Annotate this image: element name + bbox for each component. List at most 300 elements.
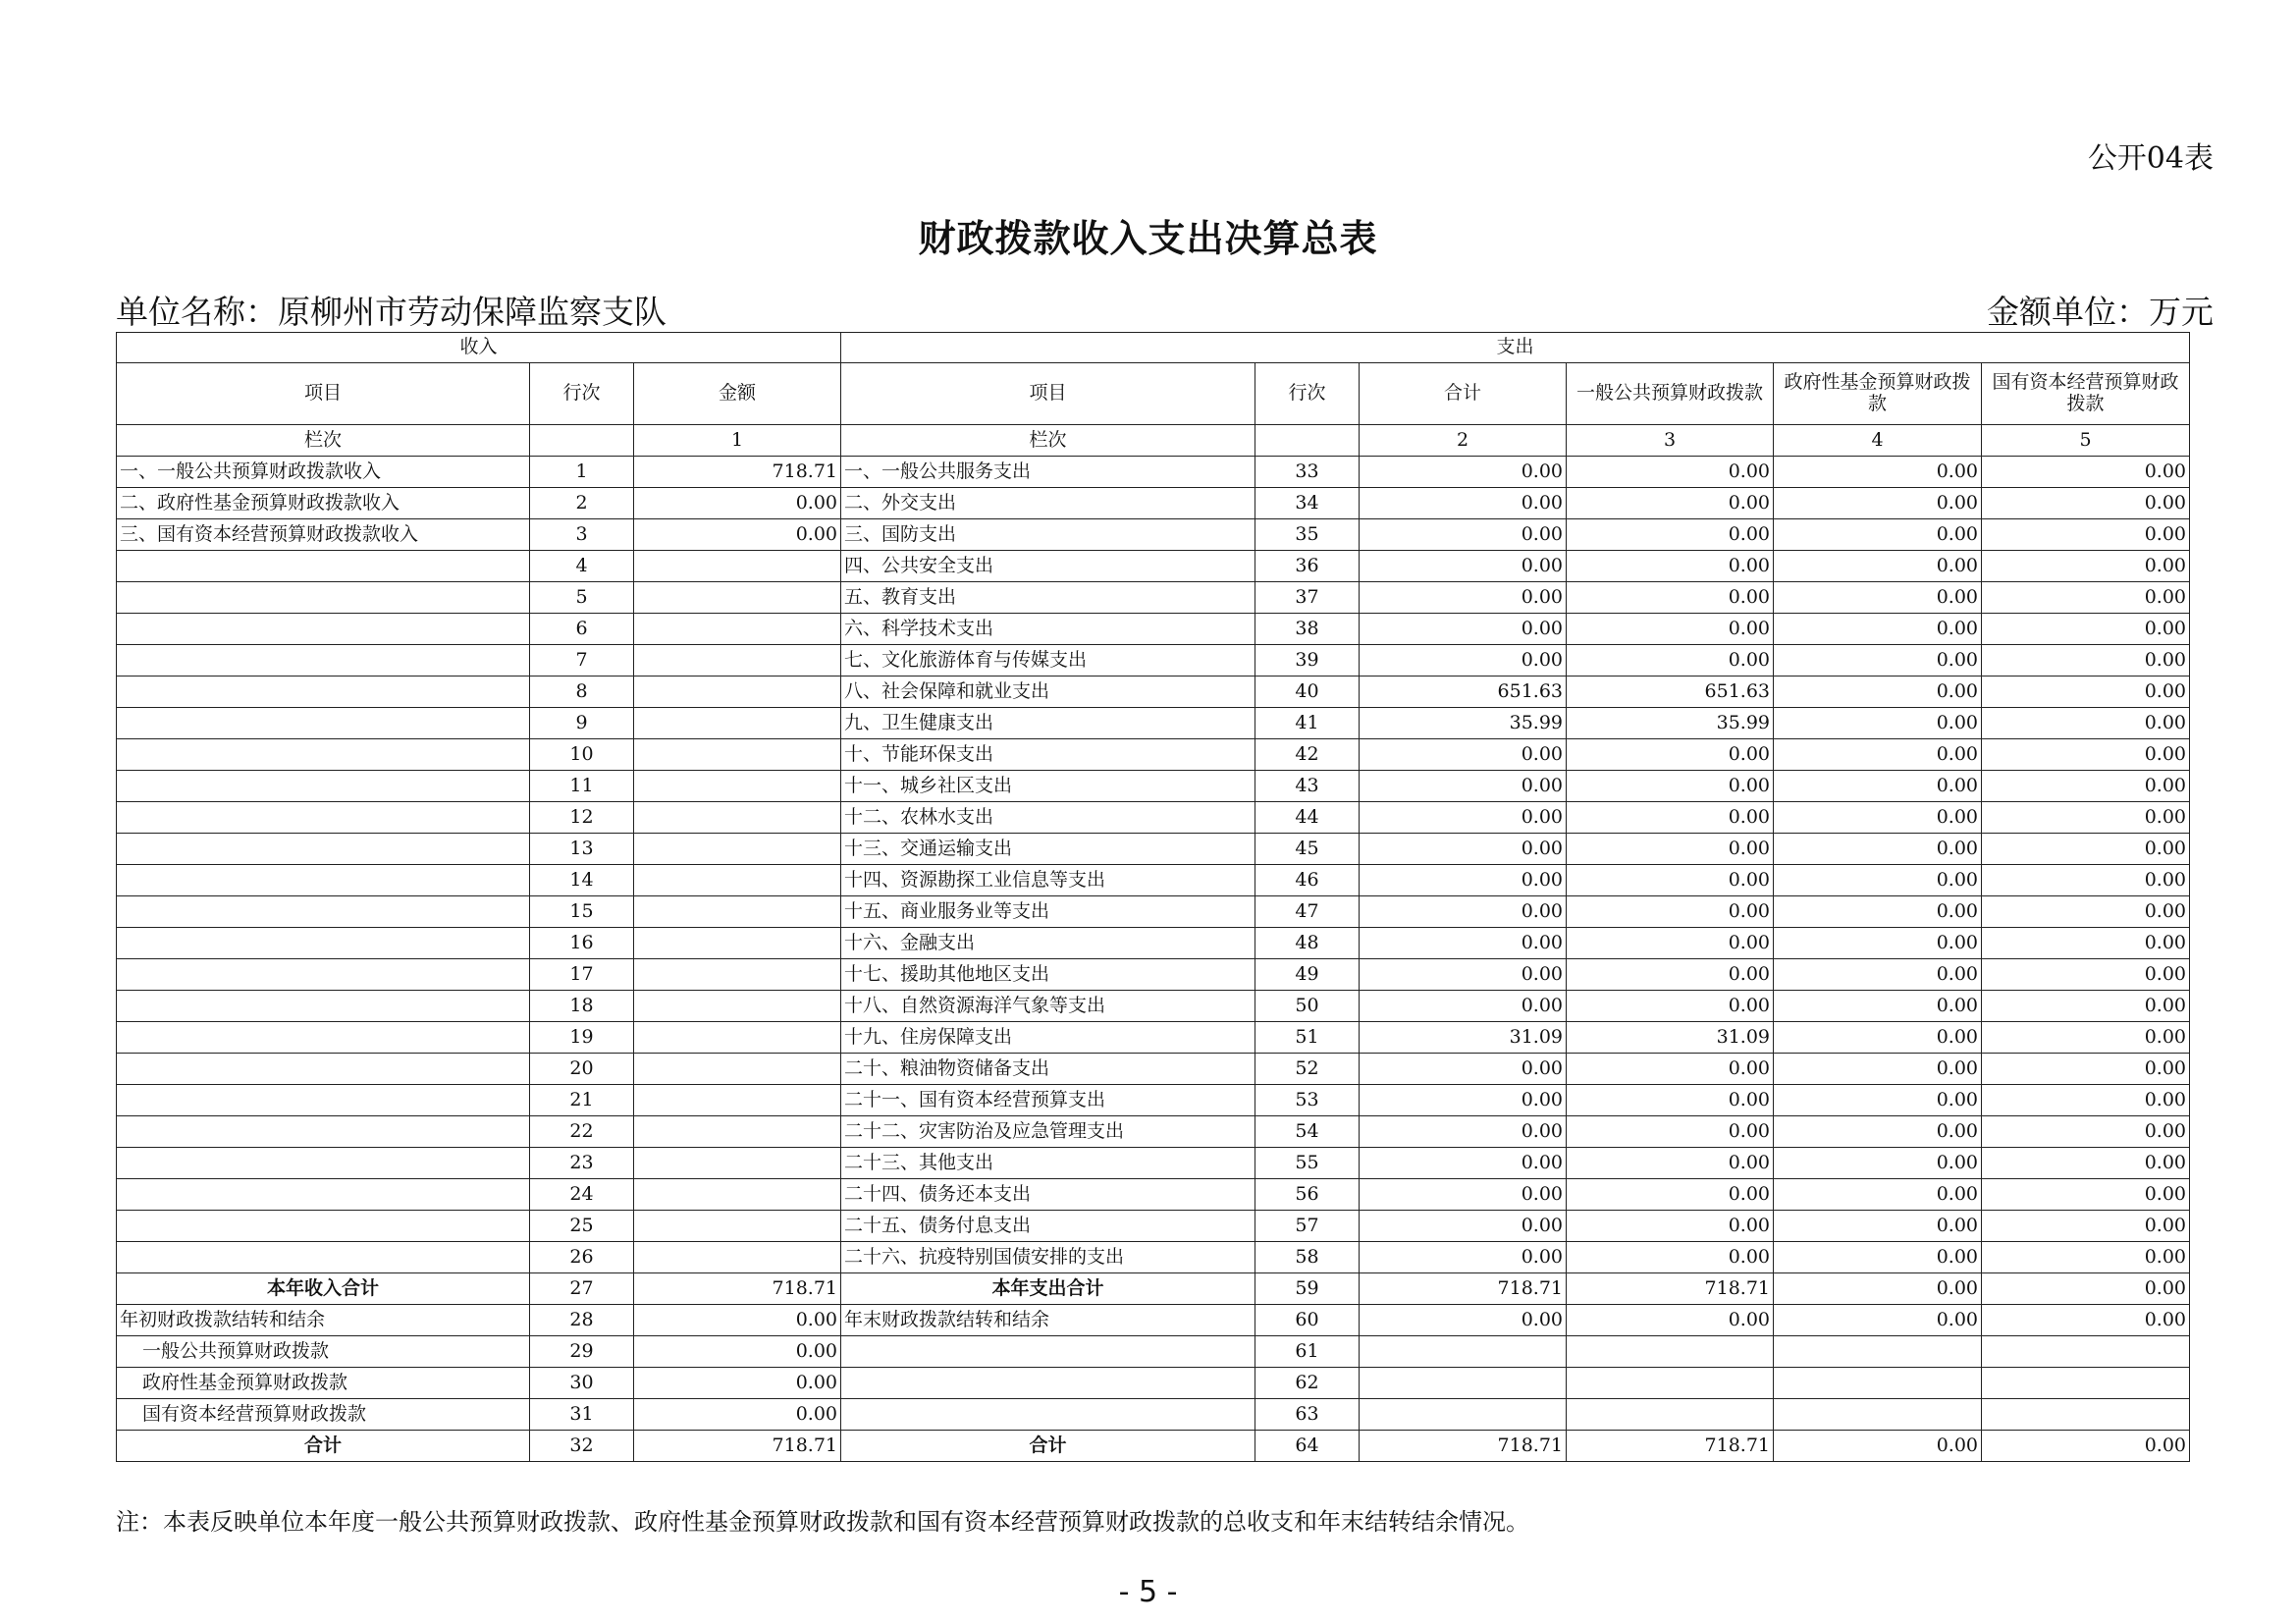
income-amount: 718.71 <box>634 457 841 488</box>
col-index-empty <box>530 425 634 457</box>
expense-state-capital: 0.00 <box>1982 1085 2190 1116</box>
income-row-no: 4 <box>530 551 634 582</box>
expense-item: 三、国防支出 <box>841 519 1255 551</box>
expense-item: 七、文化旅游体育与传媒支出 <box>841 645 1255 677</box>
expense-state-capital: 0.00 <box>1982 677 2190 708</box>
income-amount <box>634 551 841 582</box>
expense-row-no: 59 <box>1255 1273 1360 1305</box>
expense-gov-fund: 0.00 <box>1774 1211 1982 1242</box>
income-item <box>117 1179 530 1211</box>
expense-row-no: 43 <box>1255 771 1360 802</box>
expense-gov-fund: 0.00 <box>1774 1242 1982 1273</box>
expense-item: 六、科学技术支出 <box>841 614 1255 645</box>
expense-state-capital: 0.00 <box>1982 1211 2190 1242</box>
expense-gov-fund: 0.00 <box>1774 582 1982 614</box>
expense-general-budget: 0.00 <box>1567 457 1774 488</box>
expense-row-no: 60 <box>1255 1305 1360 1336</box>
expense-general-budget: 718.71 <box>1567 1273 1774 1305</box>
expense-general-budget: 718.71 <box>1567 1431 1774 1462</box>
carryover-row <box>117 1399 2190 1431</box>
expense-total: 0.00 <box>1360 1116 1567 1148</box>
income-row-no: 8 <box>530 677 634 708</box>
income-amount <box>634 959 841 991</box>
expense-general-budget: 651.63 <box>1567 677 1774 708</box>
table-row <box>117 614 2190 645</box>
expense-total: 651.63 <box>1360 677 1567 708</box>
income-row-no: 17 <box>530 959 634 991</box>
income-item: 三、国有资本经营预算财政拨款收入 <box>117 519 530 551</box>
expense-total: 0.00 <box>1360 739 1567 771</box>
expense-state-capital: 0.00 <box>1982 582 2190 614</box>
income-item <box>117 677 530 708</box>
table-row <box>117 896 2190 928</box>
expense-gov-fund: 0.00 <box>1774 959 1982 991</box>
income-row-no: 18 <box>530 991 634 1022</box>
expense-total: 0.00 <box>1360 1211 1567 1242</box>
income-row-no: 7 <box>530 645 634 677</box>
income-amount: 0.00 <box>634 1336 841 1368</box>
income-amount <box>634 1211 841 1242</box>
expense-item: 九、卫生健康支出 <box>841 708 1255 739</box>
table-row <box>117 645 2190 677</box>
expense-total: 0.00 <box>1360 457 1567 488</box>
expense-item: 年末财政拨款结转和结余 <box>841 1305 1255 1336</box>
expense-general-budget: 0.00 <box>1567 959 1774 991</box>
expense-gov-fund: 0.00 <box>1774 1022 1982 1054</box>
expense-state-capital: 0.00 <box>1982 802 2190 834</box>
income-item <box>117 771 530 802</box>
income-amount <box>634 614 841 645</box>
income-item <box>117 802 530 834</box>
expense-general-budget: 0.00 <box>1567 551 1774 582</box>
table-row <box>117 1085 2190 1116</box>
income-amount <box>634 708 841 739</box>
expense-state-capital: 0.00 <box>1982 488 2190 519</box>
table-row <box>117 708 2190 739</box>
table-row <box>117 1211 2190 1242</box>
income-amount <box>634 1242 841 1273</box>
expense-state-capital: 0.00 <box>1982 1116 2190 1148</box>
carryover-row <box>117 1368 2190 1399</box>
expense-row-no: 37 <box>1255 582 1360 614</box>
header-row-columns <box>117 363 2190 425</box>
income-amount <box>634 834 841 865</box>
expense-state-capital: 0.00 <box>1982 457 2190 488</box>
expense-total: 0.00 <box>1360 645 1567 677</box>
col-index-4: 4 <box>1774 425 1982 457</box>
expense-gov-fund: 0.00 <box>1774 488 1982 519</box>
expense-row-no: 35 <box>1255 519 1360 551</box>
expense-gov-fund: 0.00 <box>1774 1431 1982 1462</box>
expense-row-no: 64 <box>1255 1431 1360 1462</box>
table-row <box>117 771 2190 802</box>
expense-state-capital: 0.00 <box>1982 959 2190 991</box>
table-row <box>117 1116 2190 1148</box>
income-row-no: 1 <box>530 457 634 488</box>
expense-general-budget: 0.00 <box>1567 771 1774 802</box>
table-row <box>117 457 2190 488</box>
table-row <box>117 739 2190 771</box>
expense-gov-fund: 0.00 <box>1774 1305 1982 1336</box>
expense-state-capital: 0.00 <box>1982 928 2190 959</box>
expense-row-no: 62 <box>1255 1368 1360 1399</box>
expense-row-no: 56 <box>1255 1179 1360 1211</box>
col-index-2: 2 <box>1360 425 1567 457</box>
income-amount <box>634 896 841 928</box>
income-row-no: 3 <box>530 519 634 551</box>
table-row <box>117 1022 2190 1054</box>
expense-row-no: 61 <box>1255 1336 1360 1368</box>
expense-item <box>841 1336 1255 1368</box>
income-amount: 718.71 <box>634 1431 841 1462</box>
expense-general-budget: 0.00 <box>1567 1179 1774 1211</box>
income-item: 年初财政拨款结转和结余 <box>117 1305 530 1336</box>
income-row-no: 15 <box>530 896 634 928</box>
expense-total: 0.00 <box>1360 519 1567 551</box>
expense-gov-fund: 0.00 <box>1774 457 1982 488</box>
expense-item: 二十五、债务付息支出 <box>841 1211 1255 1242</box>
expense-item: 二十、粮油物资储备支出 <box>841 1054 1255 1085</box>
income-amount <box>634 865 841 896</box>
expense-row-no: 46 <box>1255 865 1360 896</box>
expense-state-capital <box>1982 1399 2190 1431</box>
expense-general-budget: 0.00 <box>1567 1211 1774 1242</box>
expense-item: 十四、资源勘探工业信息等支出 <box>841 865 1255 896</box>
expense-total: 0.00 <box>1360 1148 1567 1179</box>
expense-state-capital: 0.00 <box>1982 1305 2190 1336</box>
page-number: - 5 - <box>1118 1575 1178 1609</box>
expense-general-budget: 0.00 <box>1567 834 1774 865</box>
year-total-row <box>117 1273 2190 1305</box>
expense-row-no: 55 <box>1255 1148 1360 1179</box>
expense-state-capital: 0.00 <box>1982 551 2190 582</box>
header-expense-row-no: 行次 <box>1255 363 1360 425</box>
expense-item: 十一、城乡社区支出 <box>841 771 1255 802</box>
income-row-no: 25 <box>530 1211 634 1242</box>
expense-item: 十五、商业服务业等支出 <box>841 896 1255 928</box>
income-amount <box>634 771 841 802</box>
income-row-no: 30 <box>530 1368 634 1399</box>
expense-total: 0.00 <box>1360 1085 1567 1116</box>
expense-item: 十九、住房保障支出 <box>841 1022 1255 1054</box>
col-index-empty <box>1255 425 1360 457</box>
income-row-no: 24 <box>530 1179 634 1211</box>
income-item <box>117 614 530 645</box>
expense-gov-fund: 0.00 <box>1774 1085 1982 1116</box>
header-general-budget: 一般公共预算财政拨款 <box>1567 363 1774 425</box>
expense-state-capital: 0.00 <box>1982 708 2190 739</box>
table-row <box>117 928 2190 959</box>
expense-gov-fund: 0.00 <box>1774 614 1982 645</box>
expense-item: 五、教育支出 <box>841 582 1255 614</box>
expense-item: 四、公共安全支出 <box>841 551 1255 582</box>
income-item <box>117 739 530 771</box>
expense-total: 0.00 <box>1360 771 1567 802</box>
table-row <box>117 488 2190 519</box>
expense-general-budget: 0.00 <box>1567 519 1774 551</box>
expense-gov-fund: 0.00 <box>1774 1273 1982 1305</box>
income-amount <box>634 991 841 1022</box>
income-row-no: 14 <box>530 865 634 896</box>
income-item: 二、政府性基金预算财政拨款收入 <box>117 488 530 519</box>
income-item <box>117 1116 530 1148</box>
expense-total: 35.99 <box>1360 708 1567 739</box>
expense-total: 0.00 <box>1360 928 1567 959</box>
income-amount <box>634 645 841 677</box>
income-amount <box>634 1179 841 1211</box>
expense-gov-fund <box>1774 1336 1982 1368</box>
expense-total: 0.00 <box>1360 1054 1567 1085</box>
income-amount: 718.71 <box>634 1273 841 1305</box>
expense-general-budget: 0.00 <box>1567 1054 1774 1085</box>
table-row <box>117 551 2190 582</box>
expense-row-no: 53 <box>1255 1085 1360 1116</box>
income-row-no: 9 <box>530 708 634 739</box>
expense-row-no: 57 <box>1255 1211 1360 1242</box>
expense-row-no: 58 <box>1255 1242 1360 1273</box>
expense-gov-fund: 0.00 <box>1774 802 1982 834</box>
income-row-no: 27 <box>530 1273 634 1305</box>
income-item <box>117 1148 530 1179</box>
expense-item: 二十二、灾害防治及应急管理支出 <box>841 1116 1255 1148</box>
expense-total: 0.00 <box>1360 582 1567 614</box>
income-amount <box>634 1054 841 1085</box>
expense-general-budget: 0.00 <box>1567 928 1774 959</box>
table-row <box>117 834 2190 865</box>
expense-gov-fund: 0.00 <box>1774 677 1982 708</box>
income-item <box>117 928 530 959</box>
col-label-expense: 栏次 <box>841 425 1255 457</box>
expense-state-capital: 0.00 <box>1982 1273 2190 1305</box>
income-row-no: 13 <box>530 834 634 865</box>
expense-general-budget: 31.09 <box>1567 1022 1774 1054</box>
expense-item: 十三、交通运输支出 <box>841 834 1255 865</box>
expense-state-capital: 0.00 <box>1982 1431 2190 1462</box>
expense-gov-fund: 0.00 <box>1774 551 1982 582</box>
income-amount: 0.00 <box>634 1305 841 1336</box>
expense-gov-fund: 0.00 <box>1774 928 1982 959</box>
expense-item: 二十三、其他支出 <box>841 1148 1255 1179</box>
expense-general-budget: 0.00 <box>1567 1085 1774 1116</box>
expense-row-no: 63 <box>1255 1399 1360 1431</box>
expense-gov-fund: 0.00 <box>1774 991 1982 1022</box>
expense-general-budget: 0.00 <box>1567 1242 1774 1273</box>
expense-row-no: 44 <box>1255 802 1360 834</box>
expense-general-budget: 35.99 <box>1567 708 1774 739</box>
expense-row-no: 54 <box>1255 1116 1360 1148</box>
expense-general-budget <box>1567 1368 1774 1399</box>
income-item <box>117 551 530 582</box>
expense-general-budget: 0.00 <box>1567 865 1774 896</box>
expense-item <box>841 1368 1255 1399</box>
expense-row-no: 34 <box>1255 488 1360 519</box>
expense-total: 0.00 <box>1360 896 1567 928</box>
expense-total: 0.00 <box>1360 865 1567 896</box>
expense-item: 二十六、抗疫特别国债安排的支出 <box>841 1242 1255 1273</box>
expense-row-no: 42 <box>1255 739 1360 771</box>
carryover-row <box>117 1305 2190 1336</box>
income-row-no: 21 <box>530 1085 634 1116</box>
col-index-5: 5 <box>1982 425 2190 457</box>
income-amount <box>634 582 841 614</box>
income-amount <box>634 1148 841 1179</box>
expense-total: 0.00 <box>1360 1305 1567 1336</box>
expense-item: 二十一、国有资本经营预算支出 <box>841 1085 1255 1116</box>
expense-state-capital: 0.00 <box>1982 1148 2190 1179</box>
table-row <box>117 519 2190 551</box>
header-income-amount: 金额 <box>634 363 841 425</box>
expense-state-capital: 0.00 <box>1982 771 2190 802</box>
income-item <box>117 1085 530 1116</box>
money-unit: 金额单位：万元 <box>1987 293 2214 331</box>
expense-item <box>841 1399 1255 1431</box>
table-row <box>117 1148 2190 1179</box>
income-row-no: 10 <box>530 739 634 771</box>
expense-gov-fund: 0.00 <box>1774 865 1982 896</box>
table-row <box>117 865 2190 896</box>
expense-row-no: 51 <box>1255 1022 1360 1054</box>
income-item: 一般公共预算财政拨款 <box>117 1336 530 1368</box>
income-row-no: 29 <box>530 1336 634 1368</box>
income-row-no: 20 <box>530 1054 634 1085</box>
expense-gov-fund: 0.00 <box>1774 1054 1982 1085</box>
income-item <box>117 1022 530 1054</box>
expense-item: 合计 <box>841 1431 1255 1462</box>
expense-total: 0.00 <box>1360 959 1567 991</box>
header-row-groups <box>117 333 2190 363</box>
expense-item: 本年支出合计 <box>841 1273 1255 1305</box>
expense-gov-fund: 0.00 <box>1774 519 1982 551</box>
expense-row-no: 49 <box>1255 959 1360 991</box>
expense-state-capital: 0.00 <box>1982 865 2190 896</box>
expense-state-capital: 0.00 <box>1982 1179 2190 1211</box>
income-item <box>117 1242 530 1273</box>
income-amount <box>634 1022 841 1054</box>
expense-row-no: 33 <box>1255 457 1360 488</box>
expense-state-capital: 0.00 <box>1982 991 2190 1022</box>
expense-total: 0.00 <box>1360 802 1567 834</box>
col-index-1: 1 <box>634 425 841 457</box>
expense-row-no: 52 <box>1255 1054 1360 1085</box>
table-row <box>117 1242 2190 1273</box>
col-label-income: 栏次 <box>117 425 530 457</box>
grand-total-row <box>117 1431 2190 1462</box>
expense-total: 0.00 <box>1360 551 1567 582</box>
header-income-row-no: 行次 <box>530 363 634 425</box>
expense-row-no: 39 <box>1255 645 1360 677</box>
expense-gov-fund: 0.00 <box>1774 771 1982 802</box>
expense-state-capital: 0.00 <box>1982 739 2190 771</box>
expense-item: 二、外交支出 <box>841 488 1255 519</box>
income-item <box>117 834 530 865</box>
col-index-3: 3 <box>1567 425 1774 457</box>
income-row-no: 16 <box>530 928 634 959</box>
header-state-capital: 国有资本经营预算财政拨款 <box>1982 363 2190 425</box>
income-item <box>117 865 530 896</box>
income-item: 国有资本经营预算财政拨款 <box>117 1399 530 1431</box>
income-amount: 0.00 <box>634 1399 841 1431</box>
expense-general-budget: 0.00 <box>1567 645 1774 677</box>
expense-total <box>1360 1368 1567 1399</box>
page-title: 财政拨款收入支出决算总表 <box>918 216 1378 260</box>
expense-item: 一、一般公共服务支出 <box>841 457 1255 488</box>
income-row-no: 12 <box>530 802 634 834</box>
expense-total <box>1360 1336 1567 1368</box>
expense-row-no: 36 <box>1255 551 1360 582</box>
income-row-no: 31 <box>530 1399 634 1431</box>
income-item <box>117 896 530 928</box>
expense-total: 718.71 <box>1360 1431 1567 1462</box>
income-item <box>117 582 530 614</box>
expense-row-no: 50 <box>1255 991 1360 1022</box>
expense-general-budget <box>1567 1336 1774 1368</box>
expense-state-capital: 0.00 <box>1982 614 2190 645</box>
expense-item: 八、社会保障和就业支出 <box>841 677 1255 708</box>
expense-gov-fund: 0.00 <box>1774 834 1982 865</box>
expense-gov-fund: 0.00 <box>1774 1148 1982 1179</box>
income-item: 合计 <box>117 1431 530 1462</box>
income-amount <box>634 1085 841 1116</box>
expense-total: 0.00 <box>1360 1179 1567 1211</box>
expense-item: 二十四、债务还本支出 <box>841 1179 1255 1211</box>
expense-state-capital: 0.00 <box>1982 834 2190 865</box>
expense-row-no: 41 <box>1255 708 1360 739</box>
expense-gov-fund: 0.00 <box>1774 708 1982 739</box>
expense-gov-fund: 0.00 <box>1774 896 1982 928</box>
income-item: 本年收入合计 <box>117 1273 530 1305</box>
header-income-item: 项目 <box>117 363 530 425</box>
income-row-no: 28 <box>530 1305 634 1336</box>
header-income: 收入 <box>117 333 841 363</box>
expense-row-no: 38 <box>1255 614 1360 645</box>
expense-general-budget: 0.00 <box>1567 614 1774 645</box>
expense-gov-fund <box>1774 1368 1982 1399</box>
expense-total <box>1360 1399 1567 1431</box>
expense-general-budget: 0.00 <box>1567 1148 1774 1179</box>
header-expense: 支出 <box>841 333 2190 363</box>
expense-total: 0.00 <box>1360 834 1567 865</box>
income-amount: 0.00 <box>634 1368 841 1399</box>
expense-general-budget: 0.00 <box>1567 582 1774 614</box>
income-item <box>117 991 530 1022</box>
expense-total: 0.00 <box>1360 488 1567 519</box>
income-amount <box>634 1116 841 1148</box>
income-row-no: 22 <box>530 1116 634 1148</box>
income-amount: 0.00 <box>634 488 841 519</box>
income-row-no: 5 <box>530 582 634 614</box>
table-row <box>117 991 2190 1022</box>
footnote: 注：本表反映单位本年度一般公共预算财政拨款、政府性基金预算财政拨款和国有资本经营预算财政拨款的总收支和年末结转结余情况。 <box>116 1508 1529 1536</box>
income-item <box>117 959 530 991</box>
expense-state-capital: 0.00 <box>1982 1242 2190 1273</box>
expense-total: 0.00 <box>1360 614 1567 645</box>
income-row-no: 19 <box>530 1022 634 1054</box>
expense-state-capital: 0.00 <box>1982 519 2190 551</box>
table-row <box>117 959 2190 991</box>
expense-item: 十六、金融支出 <box>841 928 1255 959</box>
expense-row-no: 47 <box>1255 896 1360 928</box>
expense-total: 0.00 <box>1360 991 1567 1022</box>
header-total: 合计 <box>1360 363 1567 425</box>
expense-gov-fund <box>1774 1399 1982 1431</box>
expense-general-budget: 0.00 <box>1567 802 1774 834</box>
expense-general-budget <box>1567 1399 1774 1431</box>
income-row-no: 2 <box>530 488 634 519</box>
income-amount <box>634 928 841 959</box>
income-row-no: 26 <box>530 1242 634 1273</box>
header-gov-fund: 政府性基金预算财政拨款 <box>1774 363 1982 425</box>
expense-state-capital <box>1982 1368 2190 1399</box>
